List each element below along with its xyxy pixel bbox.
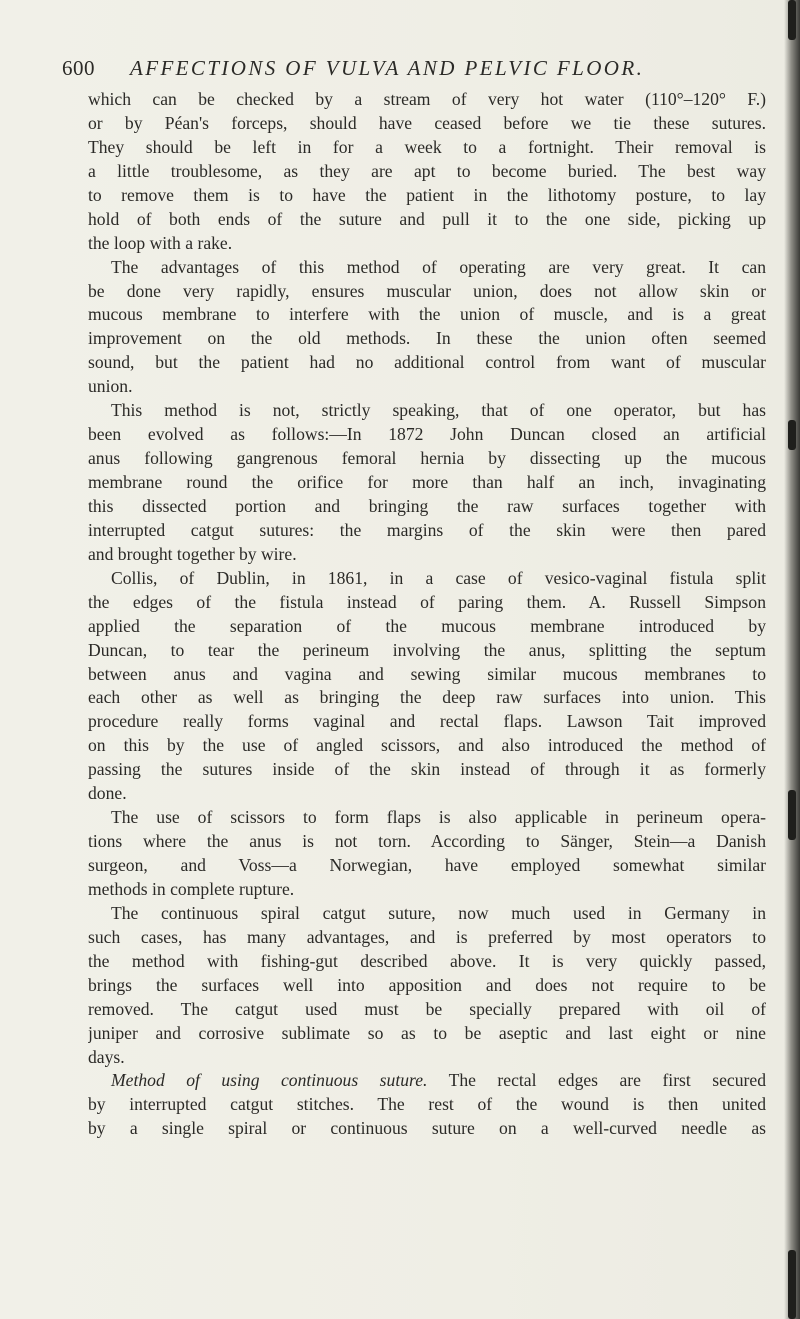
text-line: improvement on the old methods. In these the union often seemed	[88, 328, 766, 349]
text-line: mucous membrane to interfere with the union of muscle, and is a great	[88, 304, 766, 325]
paragraph	[88, 902, 766, 1070]
text-line: a little troublesome, as they are apt to become buried. The best way	[88, 160, 766, 181]
paragraph	[88, 88, 766, 256]
text-run: The rectal edges are first secured	[427, 1070, 766, 1091]
binding-mark	[788, 420, 796, 450]
text-line: by interrupted catgut stitches. The rest of the wound is then united	[88, 1094, 766, 1115]
text-line: union.	[88, 376, 133, 397]
text-line: be done very rapidly, ensures muscular union, does not allow skin or	[88, 280, 766, 301]
text-line: between anus and vagina and sewing similar mucous membranes to	[88, 663, 766, 684]
text-line: The continuous spiral catgut suture, now much used in Germany in	[111, 902, 766, 923]
text-line: on this by the use of angled scissors, and also introduced the method of	[88, 735, 766, 756]
text-line: This method is not, strictly speaking, that of one operator, but has	[111, 400, 766, 421]
text-line: Collis, of Dublin, in 1861, in a case of vesico-vaginal fistula split	[111, 567, 766, 588]
text-line: which can be checked by a stream of very hot water (110°–120° F.)	[88, 89, 766, 109]
text-line: hold of both ends of the suture and pull it to the one side, picking up	[88, 208, 766, 229]
text-line: removed. The catgut used must be specially prepared with oil of	[88, 998, 766, 1019]
section-heading-inline: Method of using continuous suture.	[111, 1070, 428, 1091]
text-line: methods in complete rupture.	[88, 878, 295, 899]
text-line: done.	[88, 783, 127, 804]
text-line: passing the sutures inside of the skin instead of through it as formerly	[88, 759, 766, 780]
body-text	[88, 88, 766, 1141]
text-line: The use of scissors to form flaps is also applicable in perineum opera-	[111, 807, 766, 828]
text-line: juniper and corrosive sublimate so as to be aseptic and last eight or nine	[88, 1022, 766, 1043]
paragraph	[88, 399, 766, 567]
text-line: the loop with a rake.	[88, 232, 233, 253]
text-line: sound, but the patient had no additional control from want of muscular	[88, 352, 766, 373]
paragraph	[88, 806, 766, 902]
binding-mark	[788, 1250, 796, 1319]
text-line: Duncan, to tear the perineum involving the anus, splitting the septum	[88, 639, 766, 660]
text-line: interrupted catgut sutures: the margins of the skin were then pared	[88, 519, 766, 540]
text-line: such cases, has many advantages, and is preferred by most operators to	[88, 926, 766, 947]
text-line: procedure really forms vaginal and rectal flaps. Lawson Tait improved	[88, 711, 766, 732]
binding-mark	[788, 790, 796, 840]
binding-mark	[788, 0, 796, 40]
text-line: days.	[88, 1046, 125, 1067]
text-line: brings the surfaces well into apposition and does not require to be	[88, 974, 766, 995]
text-line: applied the separation of the mucous membrane introduced by	[88, 615, 766, 636]
paragraph	[88, 567, 766, 806]
text-line: to remove them is to have the patient in the lithotomy posture, to lay	[88, 184, 766, 205]
text-line: anus following gangrenous femoral hernia by dissecting up the mucous	[88, 448, 766, 469]
paragraph	[88, 1069, 766, 1141]
page-header	[62, 50, 762, 86]
text-line: membrane round the orifice for more than half an inch, invaginating	[88, 472, 766, 492]
text-line: tions where the anus is not torn. According to Sänger, Stein—a Danish	[88, 831, 766, 852]
page-edge-shadow	[784, 0, 800, 1319]
page-number: 600	[62, 56, 95, 80]
text-line: They should be left in for a week to a fortnight. Their removal is	[88, 136, 766, 157]
text-line: The advantages of this method of operating are very great. It can	[111, 256, 766, 277]
paragraph	[88, 256, 766, 400]
text-line: the edges of the fistula instead of paring them. A. Russell Simpson	[88, 591, 766, 612]
text-line	[88, 1069, 766, 1093]
text-line: the method with fishing-gut described above. It is very quickly passed,	[88, 950, 766, 971]
text-line: each other as well as bringing the deep raw surfaces into union. This	[88, 687, 766, 708]
text-line: by a single spiral or continuous suture on a well-curved needle as	[88, 1118, 766, 1139]
text-line: or by Péan's forceps, should have ceased before we tie these sutures.	[88, 112, 766, 133]
text-line: and brought together by wire.	[88, 543, 297, 564]
text-line: surgeon, and Voss—a Norwegian, have employed somewhat similar	[88, 855, 766, 875]
text-line: this dissected portion and bringing the raw surfaces together with	[88, 495, 766, 516]
running-title: AFFECTIONS OF VULVA AND PELVIC FLOOR.	[130, 56, 645, 80]
text-line: been evolved as follows:—In 1872 John Duncan closed an artificial	[88, 424, 766, 445]
